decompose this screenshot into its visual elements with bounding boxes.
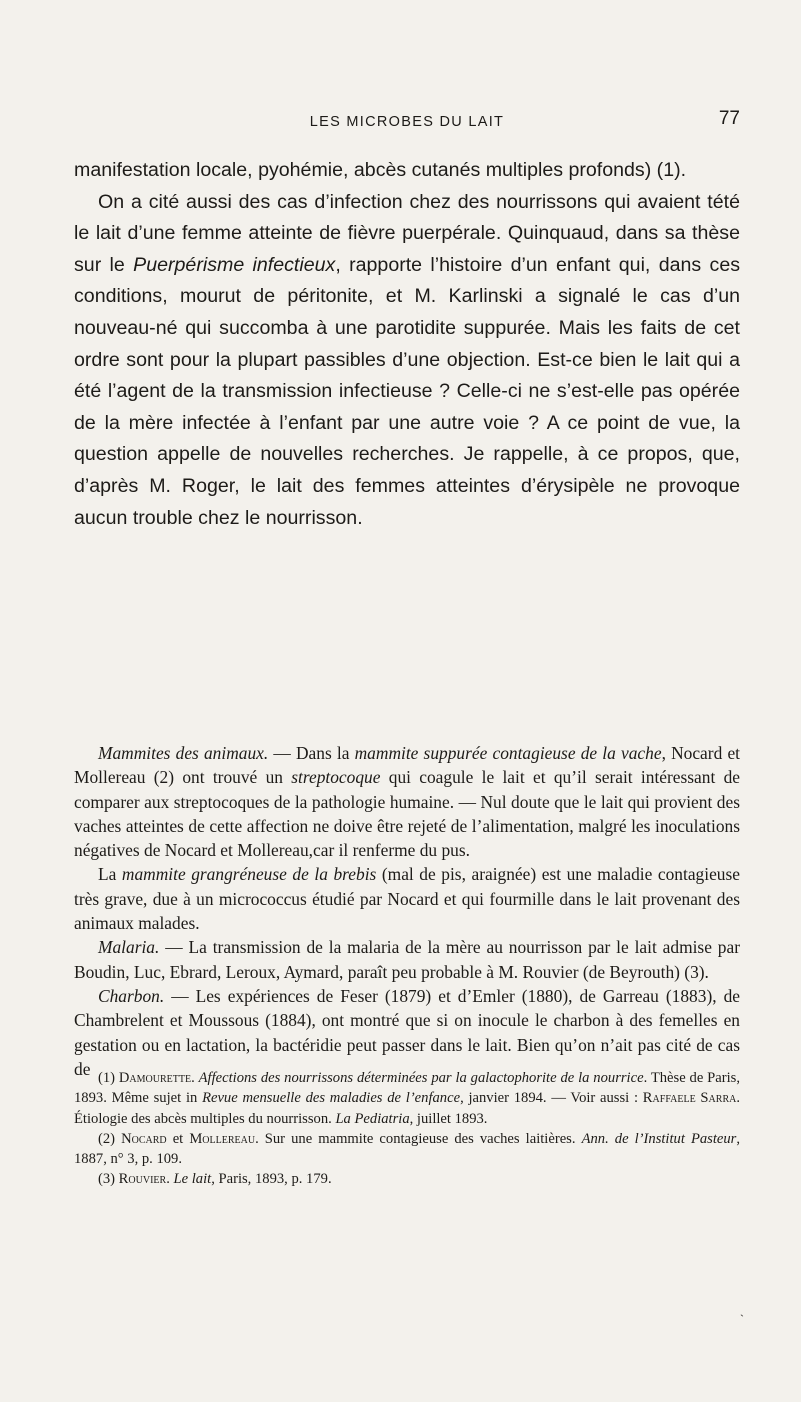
brebis-paragraph xyxy=(74,862,740,935)
footnote-1-author-2: Raffaele Sarra xyxy=(642,1090,737,1107)
paragraph-2 xyxy=(74,187,740,535)
footnote-1-number: (1) xyxy=(98,1070,119,1086)
footnote-1-journal: Revue mensuelle des maladies de l’enfance xyxy=(202,1090,461,1107)
footnote-1-title: Affections des nourrissons déterminées par la galactophorite de la nourrice xyxy=(198,1070,644,1086)
footnote-2-author: Nocard xyxy=(121,1130,167,1147)
malaria-heading: Malaria. xyxy=(98,937,160,958)
stray-print-mark: ˎ xyxy=(740,1303,744,1317)
brebis-text-a: La xyxy=(98,864,122,885)
page-header xyxy=(74,108,740,138)
footnote-1 xyxy=(74,1068,740,1129)
footnote-2-journal: Ann. de l’Institut Pasteur xyxy=(581,1130,737,1147)
mammites-text-a: — Dans la xyxy=(268,743,355,763)
paragraph-1: manifestation locale, pyohémie, abcès cutanés multiples profonds) (1). xyxy=(74,159,687,181)
footnote-2-author-2: Mollereau xyxy=(189,1130,256,1147)
charbon-text: — Les expériences de Feser (1879) et d’Emler (1880), de Garreau (1883), de Chambrelent et Moussous (1884), ont montré que si on inocule le charbon à des femelles en gestation ou en lactation, la bactéridie peut passer dans le lait. Bien qu’on n’ait pas cité de cas de xyxy=(74,985,740,1079)
footnote-1-text-a: . xyxy=(191,1070,199,1086)
footnote-1-text-b: . Thèse de Paris, 1893. Même sujet in xyxy=(74,1070,741,1107)
running-head: LES MICROBES DU LAIT xyxy=(309,114,505,130)
footnote-2-text-a: et xyxy=(166,1130,190,1147)
mammites-text-b: , Nocard et Mollereau (2) ont trouvé un xyxy=(74,743,740,788)
footnote-3-number: (3) xyxy=(98,1171,119,1188)
paragraph-2-part-b: , rapporte l’histoire d’un enfant qui, dans ces conditions, mourut de péritonite, et M. Karlinski a signalé le cas d’un nouveau-né qui succomba à une parotidite suppurée. Mais les faits de cet ordre sont pour la plupart passibles d’une objection. Est-ce bien le lait qui a été l’agent de la transmission infectieuse ? Celle-ci ne s’est-elle pas opérée de la mère infectée à l’enfant par une autre voie ? A ce point de vue, la question appelle de nouvelles recherches. Je rappelle, à ce propos, que, d’après M. Roger, le lait des femmes atteintes d’érysipèle ne provoque aucun trouble chez le nourrisson. xyxy=(74,253,741,529)
footnote-1-text-c: , janvier 1894. — Voir aussi : xyxy=(460,1090,643,1107)
footnote-1-text-d: . Étiologie des abcès multiples du nourrisson. xyxy=(74,1090,740,1127)
brebis-text-b: (mal de pis, araignée) est une maladie contagieuse très grave, due à un micrococcus étudié par Nocard et qui fourmille dans le lait provenant des animaux malades. xyxy=(74,864,740,934)
malaria-paragraph xyxy=(74,935,740,984)
mammites-text-c: qui coagule le lait et qu’il serait intéressant de comparer aux streptocoques de la pathologie humaine. — Nul doute que le lait qui provient des vaches atteintes de cette affection ne doive être rejeté de l’alimentation, malgré les inoculations négatives de Nocard et Mollereau,car il renferme du pus. xyxy=(74,767,740,861)
footnote-1-text-e: , juillet 1893. xyxy=(409,1110,488,1127)
charbon-paragraph xyxy=(74,984,740,1081)
malaria-text: — La transmission de la malaria de la mère au nourrisson par le lait admise par Boudin, Luc, Ebrard, Leroux, Aymard, paraît peu probable à M. Rouvier (de Beyrouth) (3). xyxy=(74,937,740,982)
footnote-3-author: Rouvier xyxy=(118,1171,167,1188)
footnote-3 xyxy=(74,1169,740,1189)
mammites-heading: Mammites des animaux. xyxy=(98,743,269,763)
page-number: 77 xyxy=(718,108,740,129)
footnote-2-text-b: . Sur une mammite contagieuse des vaches laitières. xyxy=(255,1130,582,1147)
footnote-3-title: Le lait xyxy=(173,1171,212,1188)
footnote-2-number: (2) xyxy=(98,1130,122,1147)
small-print-section xyxy=(74,741,740,1081)
footnote-3-text-a: . xyxy=(166,1171,174,1188)
footnote-1-journal-2: La Pediatria xyxy=(335,1110,410,1127)
mammites-term: mammite suppurée contagieuse de la vache xyxy=(354,743,662,763)
thesis-title: Puerpérisme infectieux xyxy=(133,253,336,276)
main-text xyxy=(74,155,740,534)
paragraph-2-part-a: On a cité aussi des cas d’infection chez des nourrissons qui avaient tété le lait d’une femme atteinte de fièvre puerpérale. Quinquaud, dans sa thèse sur le xyxy=(74,190,740,276)
footnote-2-text-c: , 1887, n° 3, p. 109. xyxy=(74,1130,741,1168)
footnote-3-text-b: , Paris, 1893, p. 179. xyxy=(211,1171,332,1188)
streptocoque-term: streptocoque xyxy=(291,767,381,788)
footnotes xyxy=(74,1068,740,1190)
footnote-2 xyxy=(74,1129,740,1170)
mammites-paragraph xyxy=(74,741,740,862)
footnote-1-author: Damourette xyxy=(118,1070,192,1086)
charbon-heading: Charbon. xyxy=(98,985,165,1006)
brebis-term: mammite grangréneuse de la brebis xyxy=(121,864,377,885)
